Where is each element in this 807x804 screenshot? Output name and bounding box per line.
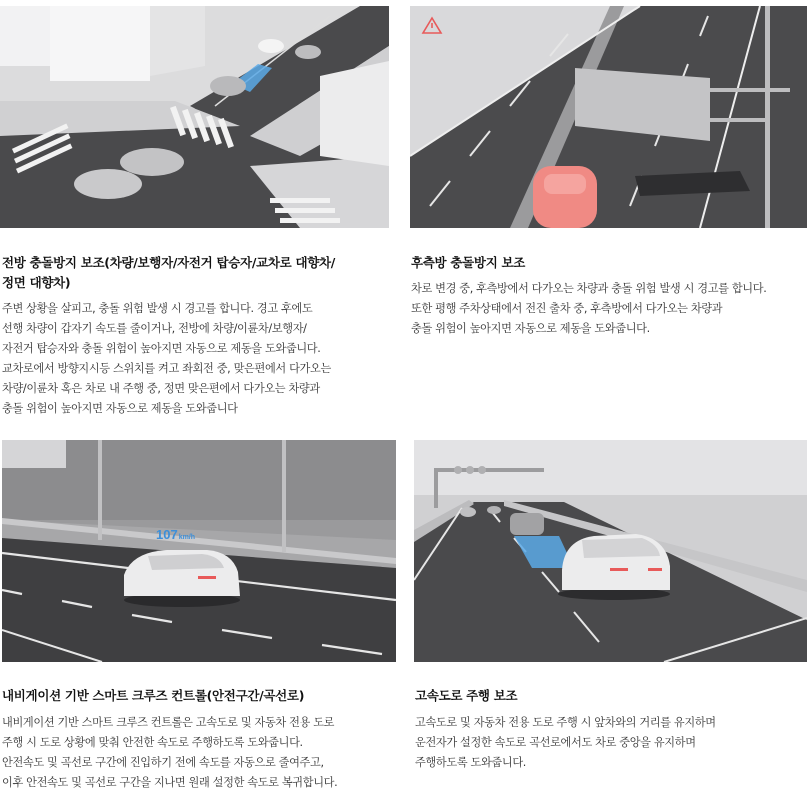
highway-assist-title: 고속도로 주행 보조 bbox=[415, 688, 518, 703]
speed-value: 107 bbox=[156, 527, 178, 542]
highway-assist-image bbox=[414, 440, 807, 662]
smart-cruise-description: 내비게이션 기반 스마트 크루즈 컨트롤은 고속도로 및 자동차 전용 도로 주행 시 도로 상황에 맞춰 안전한 속도로 주행하도록 도와줍니다. 안전속도 및 곡선로 구간에 진입하기 전에 속도를 자동으로 줄여주고, 이후 안전속도 및 곡선로 구간을 지나면 원래 설정한 속도로 복귀합니다. bbox=[2, 716, 338, 789]
smart-cruise-title: 내비게이션 기반 스마트 크루즈 컨트롤(안전구간/곡선로) bbox=[2, 688, 305, 703]
highway-assist-description: 고속도로 및 자동차 전용 도로 주행 시 앞차와의 거리를 유지하며 운전자가 설정한 속도로 곡선로에서도 차로 중앙을 유지하며 주행하도록 도와줍니다. bbox=[415, 716, 716, 769]
forward-collision-image bbox=[0, 6, 389, 228]
forward-collision-description: 주변 상황을 살피고, 충돌 위험 발생 시 경고를 합니다. 경고 후에도 선행 차량이 갑자기 속도를 줄이거나, 전방에 차량/이륜차/보행자/ 자전거 탑승자와 충돌 위험이 높아지면 자동으로 제동을 도와줍니다. 교차로에서 방향지시등 스위치를 켜고 좌회전 중, 맞은편에서 다가오는 차량/이륜차 혹은 차로 내 주행 중, 정면 맞은편에서 다가오는 차량과 충돌 위험이 높아지면 자동으로 제동을 도와줍니다 bbox=[2, 302, 331, 415]
rear-side-collision-description: 차로 변경 중, 후측방에서 다가오는 차량과 충돌 위험 발생 시 경고를 합니다. 또한 평행 주차상태에서 전진 출차 중, 후측방에서 다가오는 차량과 충돌 위험이 높아지면 자동으로 제동을 도와줍니다. bbox=[411, 282, 767, 335]
rear-side-collision-title: 후측방 충돌방지 보조 bbox=[411, 255, 526, 270]
speed-unit: km/h bbox=[178, 534, 196, 541]
rear-side-collision-image bbox=[410, 6, 807, 228]
smart-cruise-image bbox=[2, 440, 396, 662]
forward-collision-title: 전방 충돌방지 보조(차량/보행자/자전거 탑승자/교차로 대향차/ 정면 대향차) bbox=[2, 255, 336, 290]
speed-readout bbox=[156, 527, 195, 542]
